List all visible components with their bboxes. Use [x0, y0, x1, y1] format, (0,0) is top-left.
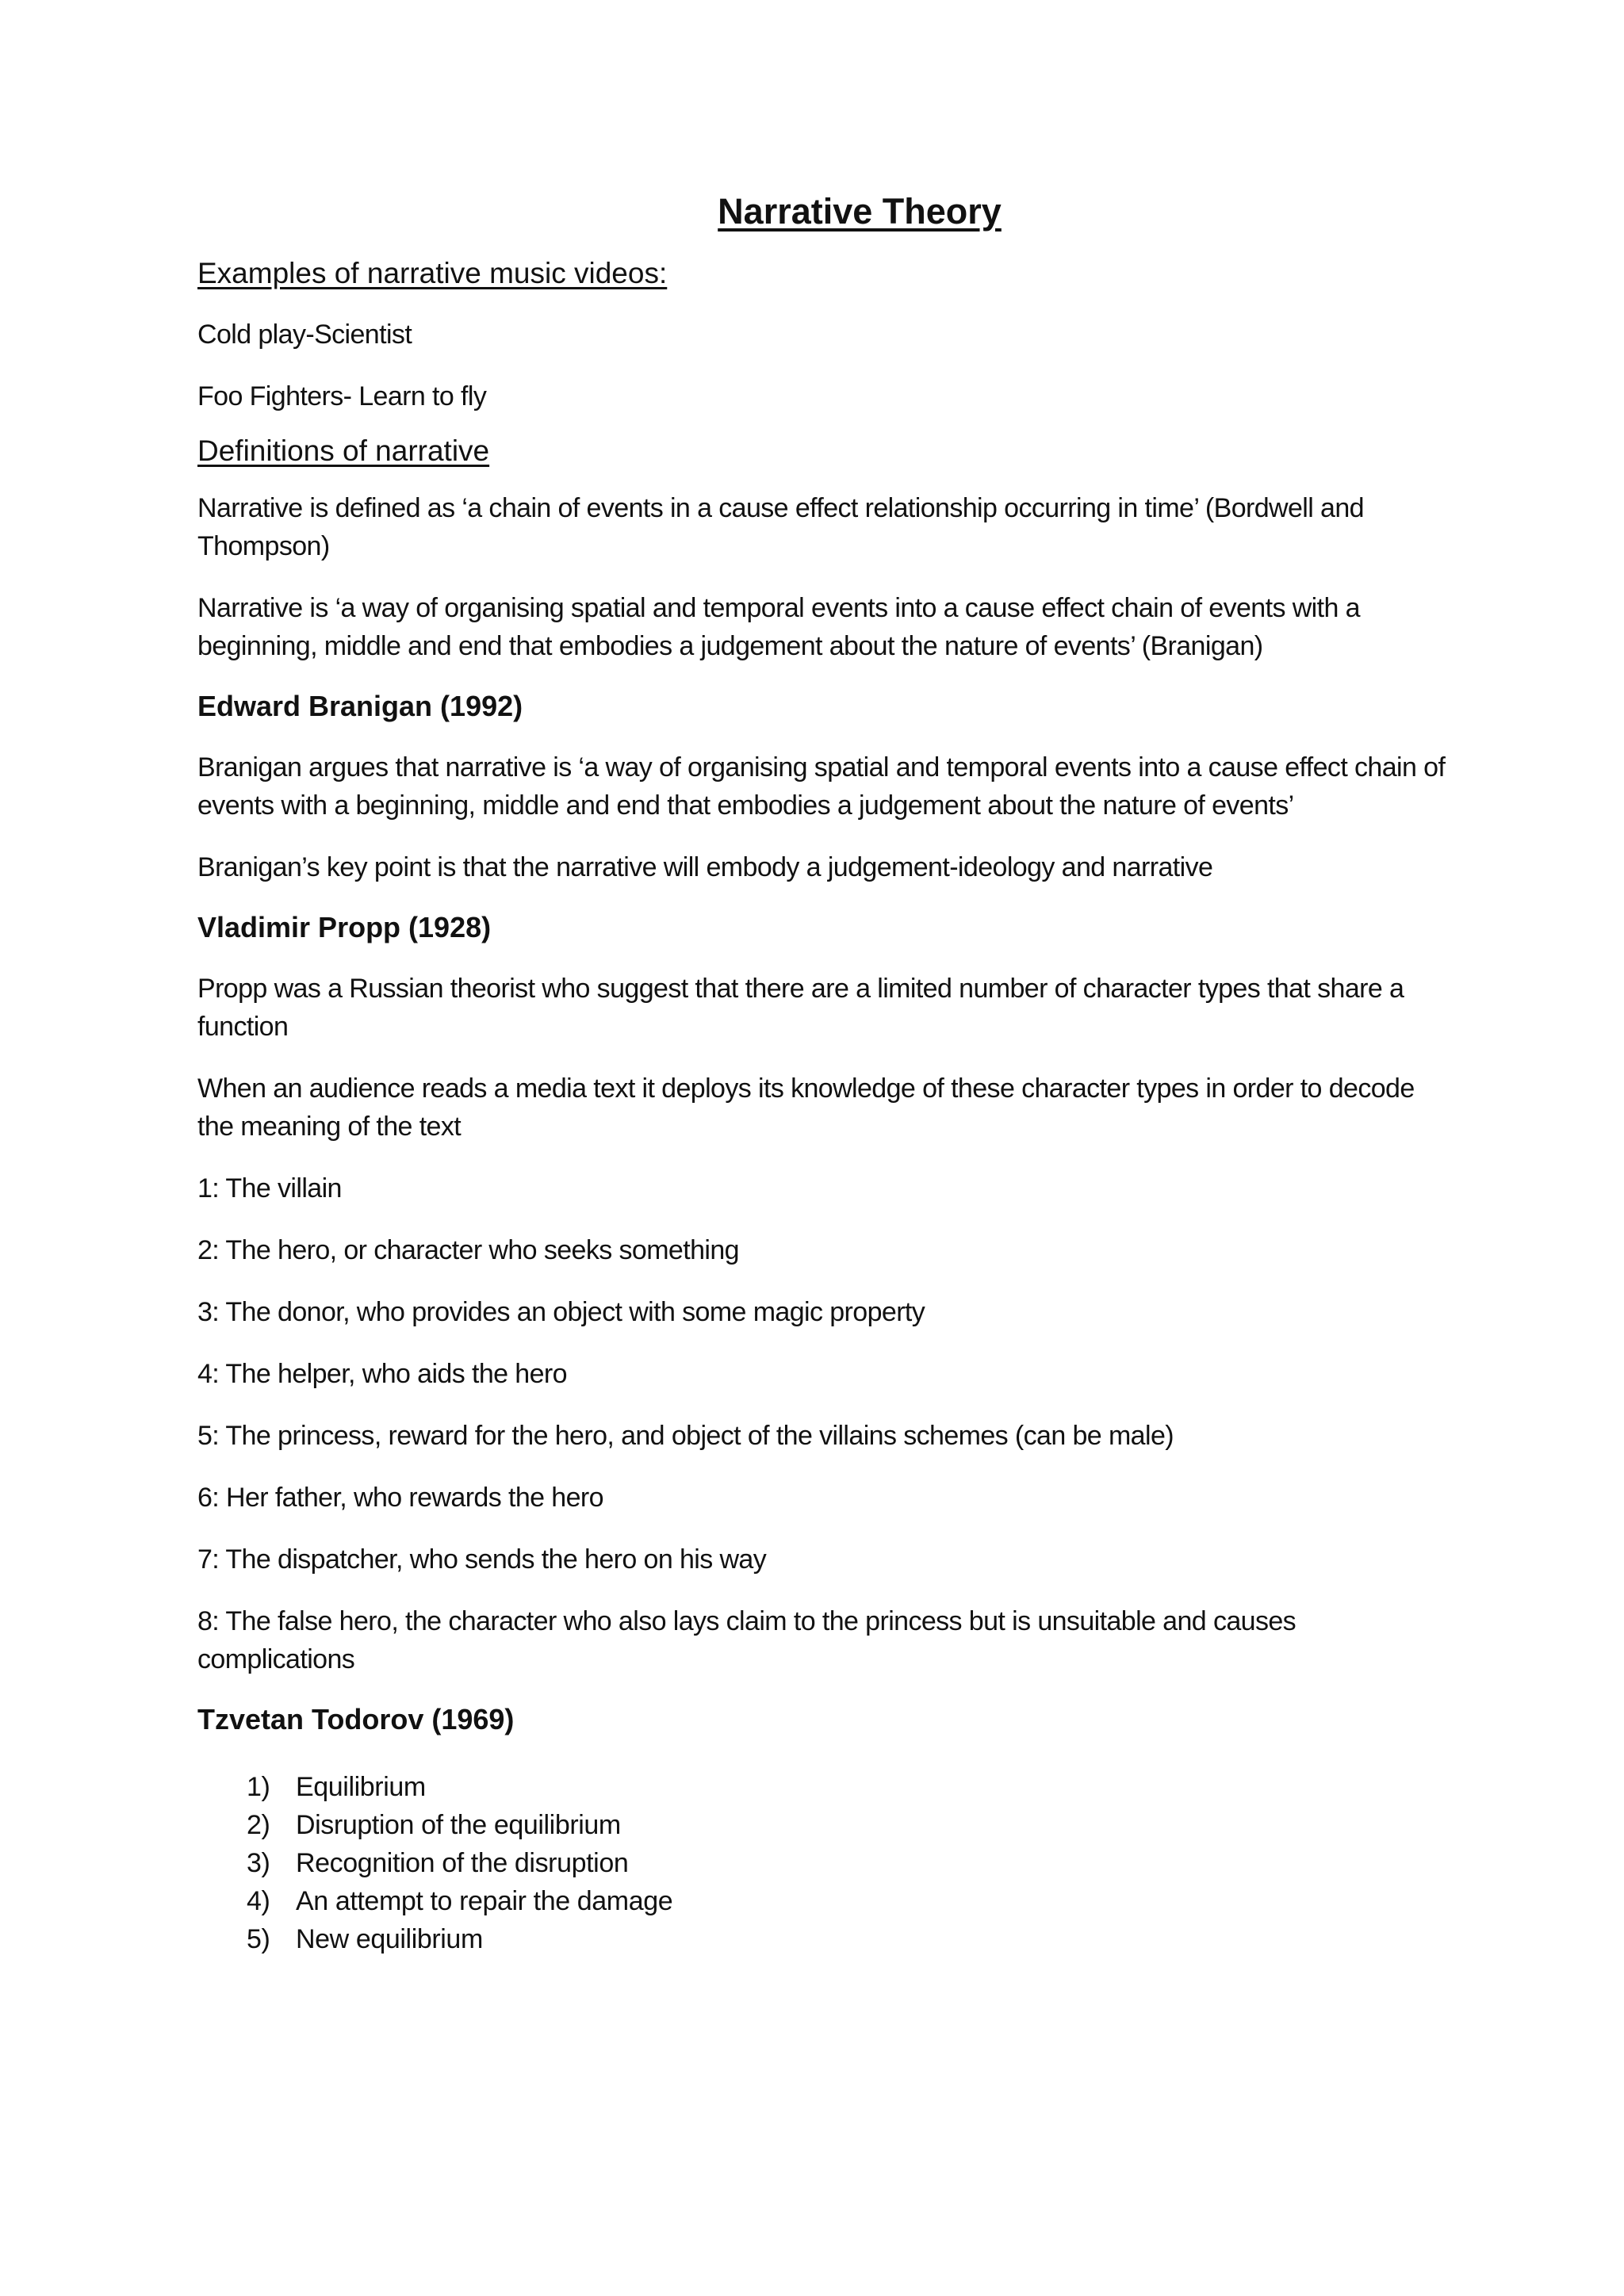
todorov-stages-list	[197, 1768, 1450, 1958]
propp-character-item: 7: The dispatcher, who sends the hero on his way	[197, 1544, 767, 1575]
todorov-stage-item	[247, 1920, 1450, 1958]
definition-paragraph: Narrative is defined as ‘a chain of events in a cause effect relationship occurring in time’ (Bordwell and Thompson)	[197, 492, 1364, 561]
list-text: Disruption of the equilibrium	[296, 1810, 621, 1841]
example-item: Cold play-Scientist	[197, 320, 412, 350]
document-content	[197, 190, 1450, 1958]
list-number: 1)	[247, 1772, 270, 1803]
list-number: 4)	[247, 1886, 270, 1917]
propp-character-item: 8: The false hero, the character who also lays claim to the princess but is unsuitable and causes complications	[197, 1605, 1297, 1674]
propp-character-item: 2: The hero, or character who seeks something	[197, 1234, 739, 1265]
list-text: An attempt to repair the damage	[296, 1886, 673, 1917]
list-text: Equilibrium	[296, 1772, 426, 1803]
propp-character-item: 5: The princess, reward for the hero, and object of the villains schemes (can be male)	[197, 1420, 1174, 1451]
list-text: Recognition of the disruption	[296, 1848, 629, 1879]
list-number: 3)	[247, 1848, 270, 1879]
propp-character-item: 6: Her father, who rewards the hero	[197, 1482, 603, 1513]
propp-paragraph: Propp was a Russian theorist who suggest that there are a limited number of character types that share a function	[197, 973, 1404, 1042]
todorov-heading: Tzvetan Todorov (1969)	[197, 1702, 515, 1735]
definition-paragraph: Narrative is ‘a way of organising spatial and temporal events into a cause effect chain of events with a beginning, middle and end that embodies a judgement about the nature of events’ (Branigan)	[197, 592, 1360, 661]
propp-character-item: 1: The villain	[197, 1173, 342, 1203]
list-number: 2)	[247, 1810, 270, 1841]
todorov-stage-item	[247, 1882, 1450, 1920]
list-text: New equilibrium	[296, 1924, 483, 1955]
propp-paragraph: When an audience reads a media text it deploys its knowledge of these character types in order to decode the meaning of the text	[197, 1073, 1415, 1142]
branigan-paragraph: Branigan argues that narrative is ‘a way of organising spatial and temporal events into a cause effect chain of events with a beginning, middle and end that embodies a judgement about the nature of events’	[197, 752, 1446, 821]
page-title: Narrative Theory	[718, 191, 1002, 232]
branigan-heading: Edward Branigan (1992)	[197, 689, 523, 722]
example-item: Foo Fighters- Learn to fly	[197, 381, 487, 412]
examples-heading: Examples of narrative music videos:	[197, 257, 668, 289]
propp-character-item: 4: The helper, who aids the hero	[197, 1358, 567, 1389]
propp-heading: Vladimir Propp (1928)	[197, 910, 492, 943]
list-number: 5)	[247, 1924, 270, 1955]
todorov-stage-item	[247, 1806, 1450, 1844]
propp-character-item: 3: The donor, who provides an object with some magic property	[197, 1296, 925, 1327]
todorov-stage-item	[247, 1768, 1450, 1806]
branigan-paragraph: Branigan’s key point is that the narrative will embody a judgement-ideology and narrative	[197, 851, 1213, 882]
todorov-stage-item	[247, 1844, 1450, 1882]
definitions-heading: Definitions of narrative	[197, 434, 490, 468]
